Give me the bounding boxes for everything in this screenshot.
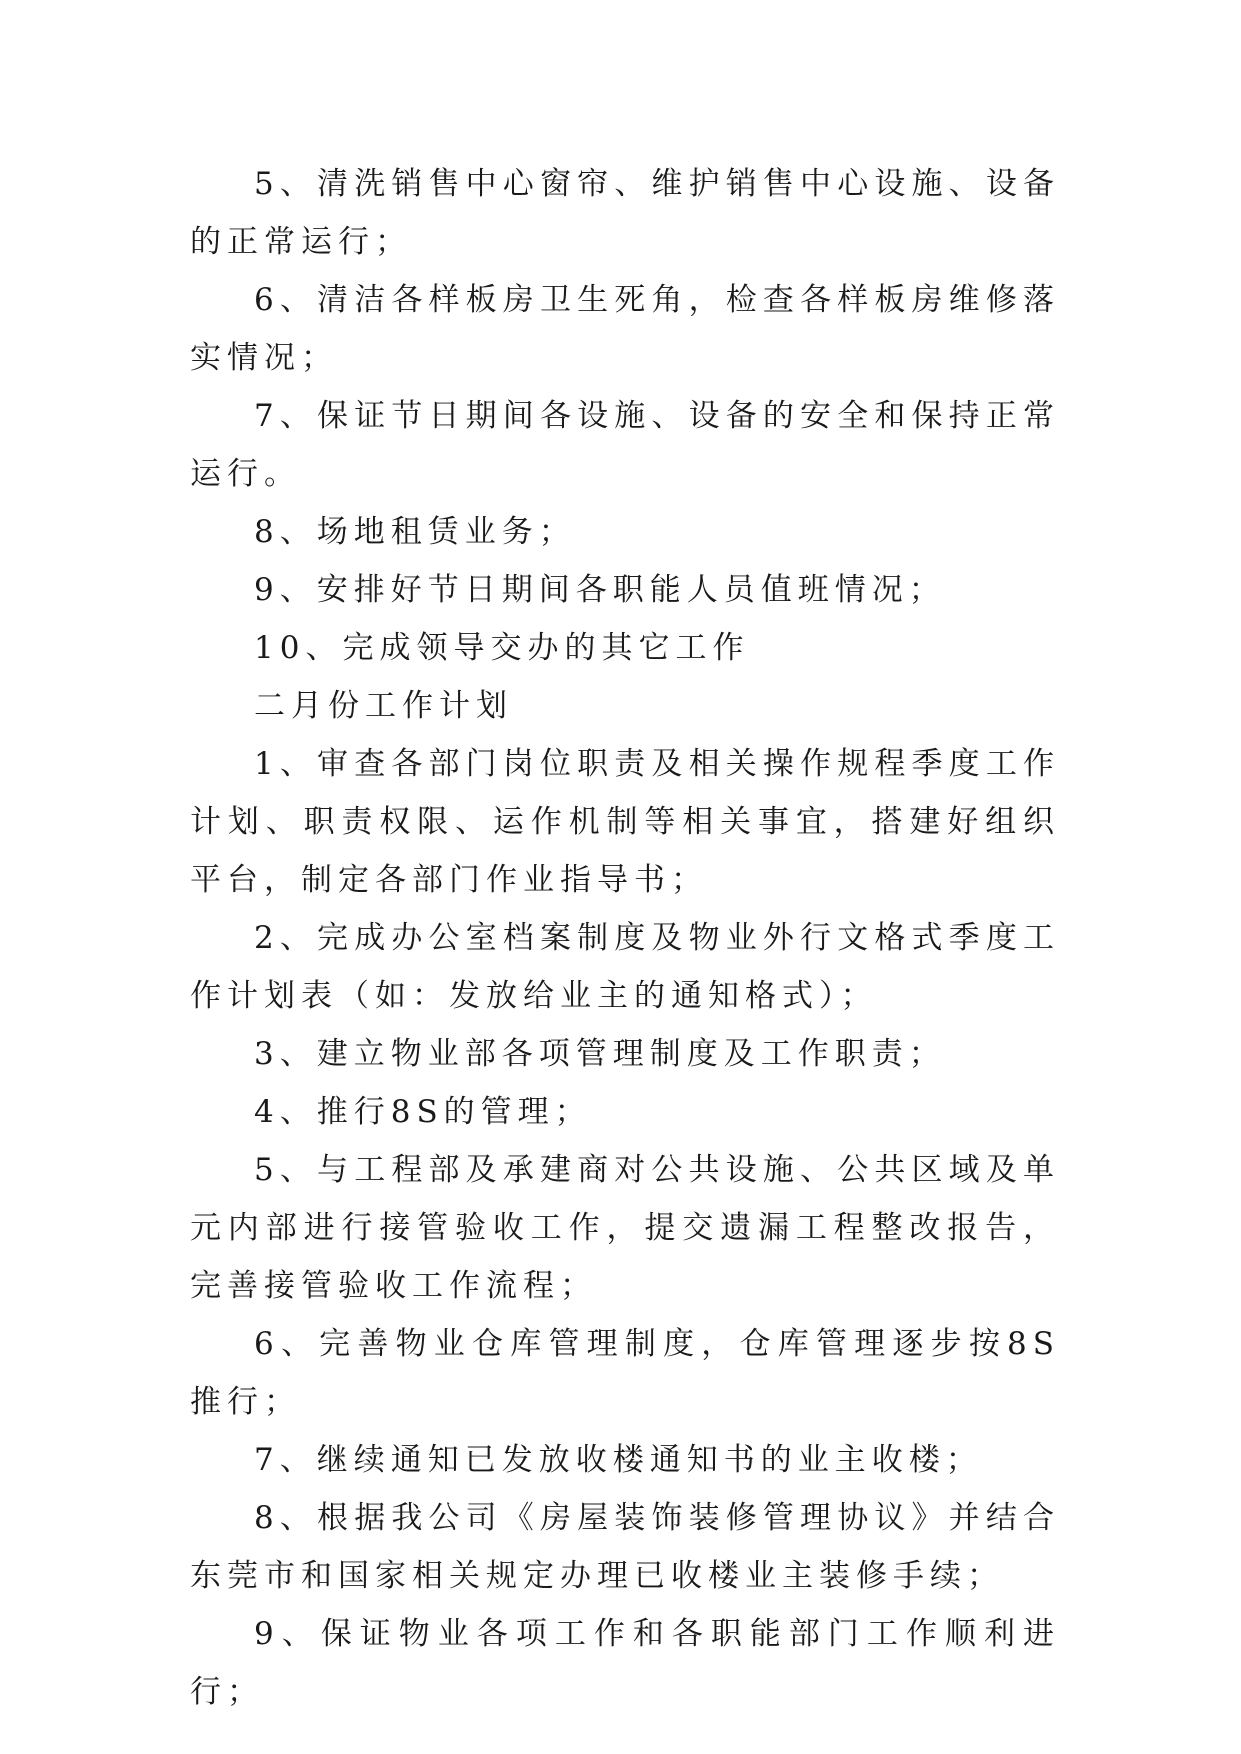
paragraph-item-10-other-tasks: 10、完成领导交办的其它工作	[254, 630, 750, 666]
paragraph-item-8-leasing: 8、场地租赁业务；	[254, 514, 576, 550]
paragraph-plan-9: 9、保证物业各项工作和各职能部门工作顺利进行；	[190, 1616, 1060, 1710]
paragraph-plan-3: 3、建立物业部各项管理制度及工作职责；	[254, 1036, 946, 1072]
paragraph-item-5-salescenter: 5、清洗销售中心窗帘、维护销售中心设施、设备的正常运行；	[190, 166, 1060, 260]
paragraph-plan-7: 7、继续通知已发放收楼通知书的业主收楼；	[254, 1442, 983, 1478]
section-heading-february-plan: 二月份工作计划	[254, 688, 513, 724]
paragraph-item-9-duty-roster: 9、安排好节日期间各职能人员值班情况；	[254, 572, 946, 608]
paragraph-plan-6: 6、完善物业仓库管理制度，仓库管理逐步按8S推行；	[190, 1326, 1060, 1420]
paragraph-plan-4: 4、推行8S的管理；	[254, 1094, 592, 1130]
document-body	[190, 155, 1060, 1721]
paragraph-plan-5: 5、与工程部及承建商对公共设施、公共区域及单元内部进行接管验收工作，提交遗漏工程整改报告，完善接管验收工作流程；	[190, 1152, 1060, 1304]
paragraph-plan-1: 1、审查各部门岗位职责及相关操作规程季度工作计划、职责权限、运作机制等相关事宜，搭建好组织平台，制定各部门作业指导书；	[190, 746, 1060, 898]
paragraph-item-7-holiday-safety: 7、保证节日期间各设施、设备的安全和保持正常运行。	[190, 398, 1060, 492]
paragraph-plan-8: 8、根据我公司《房屋装饰装修管理协议》并结合东莞市和国家相关规定办理已收楼业主装修手续；	[190, 1500, 1060, 1594]
paragraph-plan-2: 2、完成办公室档案制度及物业外行文格式季度工作计划表（如：发放给业主的通知格式）；	[190, 920, 1060, 1014]
paragraph-item-6-showrooms: 6、清洁各样板房卫生死角，检查各样板房维修落实情况；	[190, 282, 1060, 376]
